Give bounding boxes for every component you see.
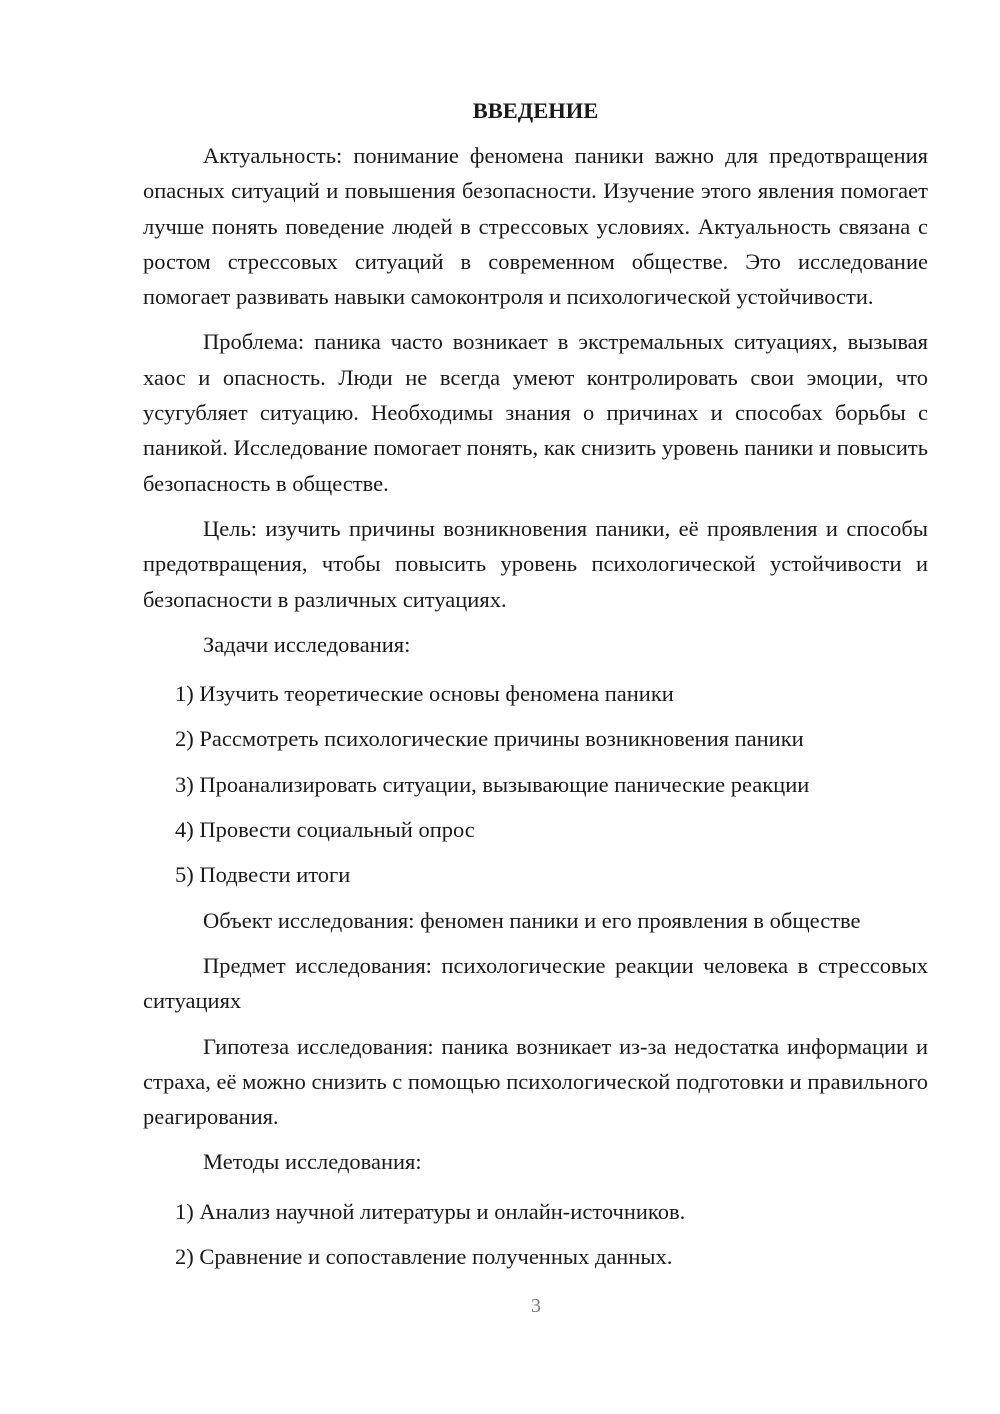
subject-paragraph: Предмет исследования: психологические реакции человека в стрессовых ситуациях: [143, 952, 928, 1014]
hypothesis-paragraph: Гипотеза исследования: паника возникает из-за недостатка информации и страха, её можно снизить с помощью психологической подготовки и правильного реагирования.: [143, 1033, 928, 1130]
problem-paragraph: Проблема: паника часто возникает в экстремальных ситуациях, вызывая хаос и опасность. Люди не всегда умеют контролировать свои эмоции, что усугубляет ситуацию. Необходимы знания о причинах и способах борьбы с паникой. Исследование помогает понять, как снизить уровень паники и повысить безопасность в обществе.: [143, 329, 928, 496]
list-item: 3) Проанализировать ситуации, вызывающие панические реакции: [175, 771, 810, 797]
list-item: 2) Сравнение и сопоставление полученных данных.: [175, 1244, 673, 1270]
methods-heading: Методы исследования:: [203, 1149, 422, 1175]
list-item: 5) Подвести итоги: [175, 862, 351, 888]
list-item: 2) Рассмотреть психологические причины возникновения паники: [175, 726, 804, 752]
object-paragraph: Объект исследования: феномен паники и его проявления в обществе: [203, 907, 861, 933]
list-item: 1) Анализ научной литературы и онлайн-источников.: [175, 1198, 686, 1224]
list-item: 4) Провести социальный опрос: [175, 817, 475, 843]
methods-list: [143, 1194, 928, 1275]
relevance-paragraph: Актуальность: понимание феномена паники важно для предотвращения опасных ситуаций и повышения безопасности. Изучение этого явления помогает лучше понять поведение людей в стрессовых условиях. Актуальность связана с ростом стрессовых ситуаций в современном обществе. Это исследование помогает развивать навыки самоконтроля и психологической устойчивости.: [143, 143, 928, 310]
section-title: ВВЕДЕНИЕ: [472, 98, 599, 123]
tasks-list: [143, 676, 928, 892]
tasks-heading: Задачи исследования:: [203, 631, 411, 657]
document-page: [143, 96, 928, 1284]
page-number: 3: [531, 1295, 541, 1317]
goal-paragraph: Цель: изучить причины возникновения паники, её проявления и способы предотвращения, чтобы повысить уровень психологической устойчивости и безопасности в различных ситуациях.: [143, 515, 928, 612]
list-item: 1) Изучить теоретические основы феномена паники: [175, 681, 674, 707]
